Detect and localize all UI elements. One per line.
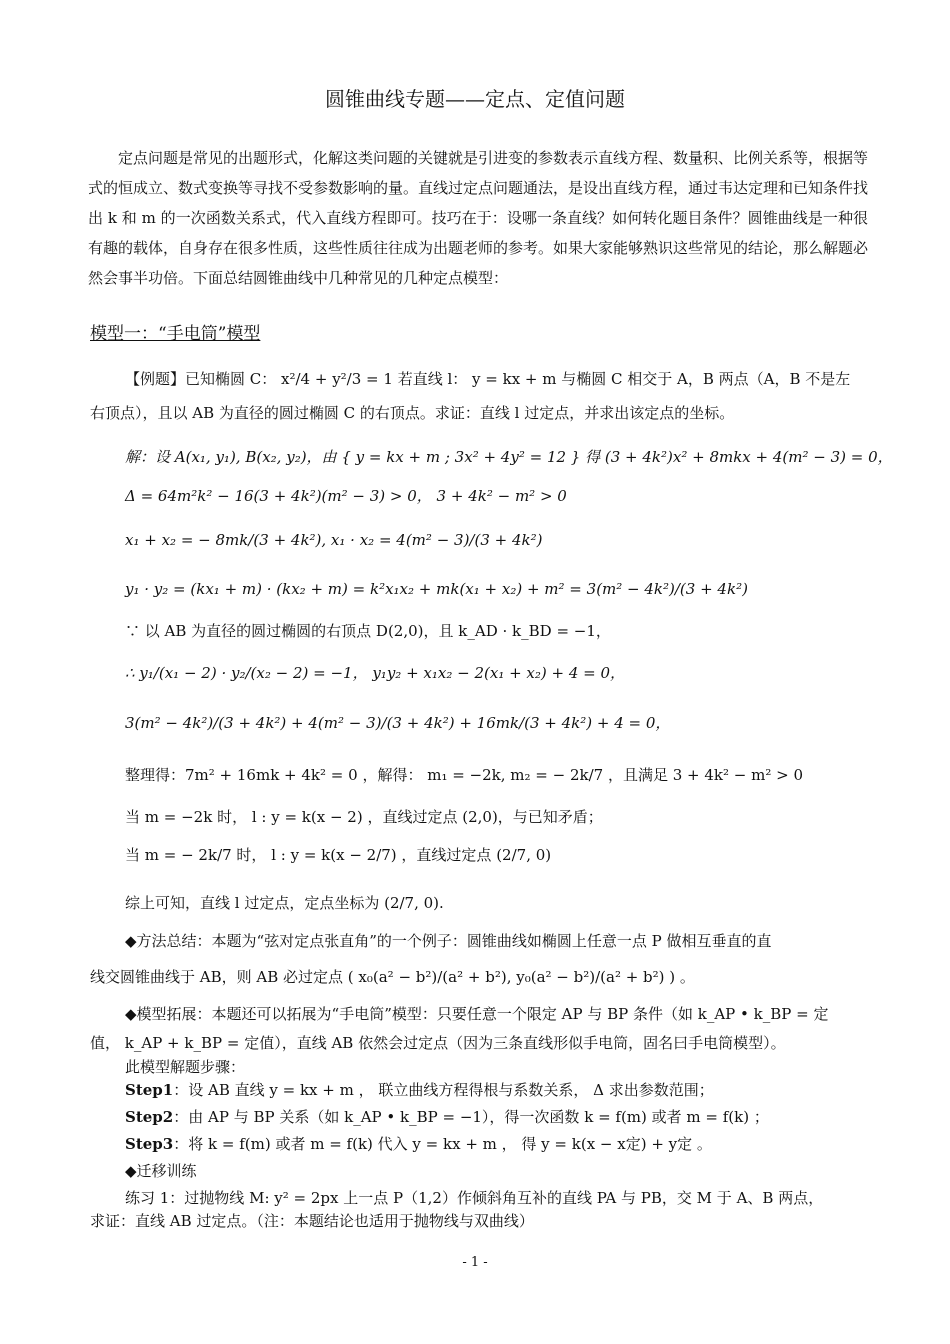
solution-line-6: ∴ y₁/(x₁ − 2) · y₂/(x₂ − 2) = −1， y₁y₂ + x₁x₂ − 2(x₁ + x₂) + 4 = 0， — [125, 664, 626, 682]
exercise-1-line-1: 练习 1：过抛物线 M: y² = 2px 上一点 P（1,2）作倾斜角互补的直线 PA 与 PB，交 M 于 A、B 两点， — [125, 1189, 824, 1207]
step-3-text: ：将 k = f(m) 或者 m = f(k) 代入 y = kx + m ， 得 y = k(x − x定) + y定 。 — [173, 1135, 712, 1153]
step-2-label: Step2 — [125, 1108, 174, 1126]
solution-line-8: 整理得：7m² + 16mk + 4k² = 0 ，解得： m₁ = −2k, m₂ = − 2k/7 ，且满足 3 + 4k² − m² > 0 — [125, 766, 804, 784]
solution-line-3: x₁ + x₂ = − 8mk/(3 + 4k²), x₁ · x₂ = 4(m² − 3)/(3 + 4k²) — [125, 531, 543, 549]
model1-heading: 模型一：“手电筒”模型 — [90, 324, 261, 344]
step-3-label: Step3 — [125, 1135, 174, 1153]
method-line-2: 线交圆锥曲线于 AB，则 AB 必过定点 ( x₀(a² − b²)/(a² + b²), y₀(a² − b²)/(a² + b²) ) 。 — [90, 968, 695, 986]
example-line-2: 右顶点），且以 AB 为直径的圆过椭圆 C 的右顶点。求证：直线 l 过定点，并求出该定点的坐标。 — [90, 404, 735, 422]
solution-line-9: 当 m = −2k 时， l : y = k(x − 2) ，直线过定点 (2,0)，与已知矛盾； — [125, 808, 603, 826]
intro-paragraph: 定点问题是常见的出题形式，化解这类问题的关键就是引进变的参数表示直线方程、数量积、比例关系等，根据等式的恒成立、数式变换等寻找不受参数影响的量。直线过定点问题通法，是设出直线方程，通过韦达定理和已知条件找出 k 和 m 的一次函数关系式，代入直线方程即可。技巧在于：设哪一条直线？如何转化题目条件？圆锥曲线是一种很有趣的载体，自身存在很多性质，这些性质往往成为出题老师的参考。如果大家能够熟识这些常见的结论，那么解题必然会事半功倍。下面总结圆锥曲线中几种常见的几种定点模型： — [88, 149, 869, 287]
solution-line-2: Δ = 64m²k² − 16(3 + 4k²)(m² − 3) > 0， 3 + 4k² − m² > 0 — [125, 487, 567, 505]
solution-line-4: y₁ · y₂ = (kx₁ + m) · (kx₂ + m) = k²x₁x₂ + mk(x₁ + x₂) + m² = 3(m² − 4k²)/(3 + 4k²) — [125, 580, 748, 598]
solution-line-11: 综上可知，直线 l 过定点，定点坐标为 (2/7, 0). — [125, 894, 444, 912]
page-number: - 1 - — [462, 1255, 488, 1270]
solution-line-1: 解：设 A(x₁, y₁), B(x₂, y₂)，由 { y = kx + m ; 3x² + 4y² = 12 } 得 (3 + 4k²)x² + 8mkx + 4(m² − 3) = 0， — [125, 448, 893, 466]
solution-line-5: ∵ 以 AB 为直径的圆过椭圆的右顶点 D(2,0)，且 k_AD · k_BD = −1， — [125, 622, 611, 640]
method-line-1: ◆方法总结：本题为“弦对定点张直角”的一个例子：圆锥曲线如椭圆上任意一点 P 做相互垂直的直 — [125, 932, 772, 950]
transfer-heading: ◆迁移训练 — [125, 1162, 197, 1180]
step-1-text: ：设 AB 直线 y = kx + m ， 联立曲线方程得根与系数关系， Δ 求出参数范围； — [173, 1081, 714, 1099]
page-title: 圆锥曲线专题——定点、定值问题 — [325, 87, 625, 111]
step-2 — [125, 1106, 769, 1128]
solution-line-7: 3(m² − 4k²)/(3 + 4k²) + 4(m² − 3)/(3 + 4k²) + 16mk/(3 + 4k²) + 4 = 0， — [125, 714, 671, 732]
step-3 — [125, 1133, 712, 1155]
step-1 — [125, 1079, 714, 1101]
exercise-1-line-2: 求证：直线 AB 过定点。（注：本题结论也适用于抛物线与双曲线） — [90, 1212, 534, 1230]
step-1-label: Step1 — [125, 1081, 174, 1099]
extension-line-2: 值， k_AP + k_BP = 定值），直线 AB 依然会过定点（因为三条直线形似手电筒，固名曰手电筒模型）。 — [90, 1034, 786, 1052]
example-line-1: 【例题】已知椭圆 C： x²/4 + y²/3 = 1 若直线 l： y = kx + m 与椭圆 C 相交于 A，B 两点（A，B 不是左 — [125, 370, 851, 388]
step-2-text: ：由 AP 与 BP 关系（如 k_AP • k_BP = −1），得一次函数 k = f(m) 或者 m = f(k) ； — [173, 1108, 769, 1126]
extension-line-1: ◆模型拓展：本题还可以拓展为“手电筒”模型：只要任意一个限定 AP 与 BP 条件（如 k_AP • k_BP = 定 — [125, 1005, 829, 1023]
steps-intro: 此模型解题步骤： — [125, 1058, 246, 1076]
solution-line-10: 当 m = − 2k/7 时， l : y = k(x − 2/7) ，直线过定点 (2/7, 0) — [125, 846, 552, 864]
